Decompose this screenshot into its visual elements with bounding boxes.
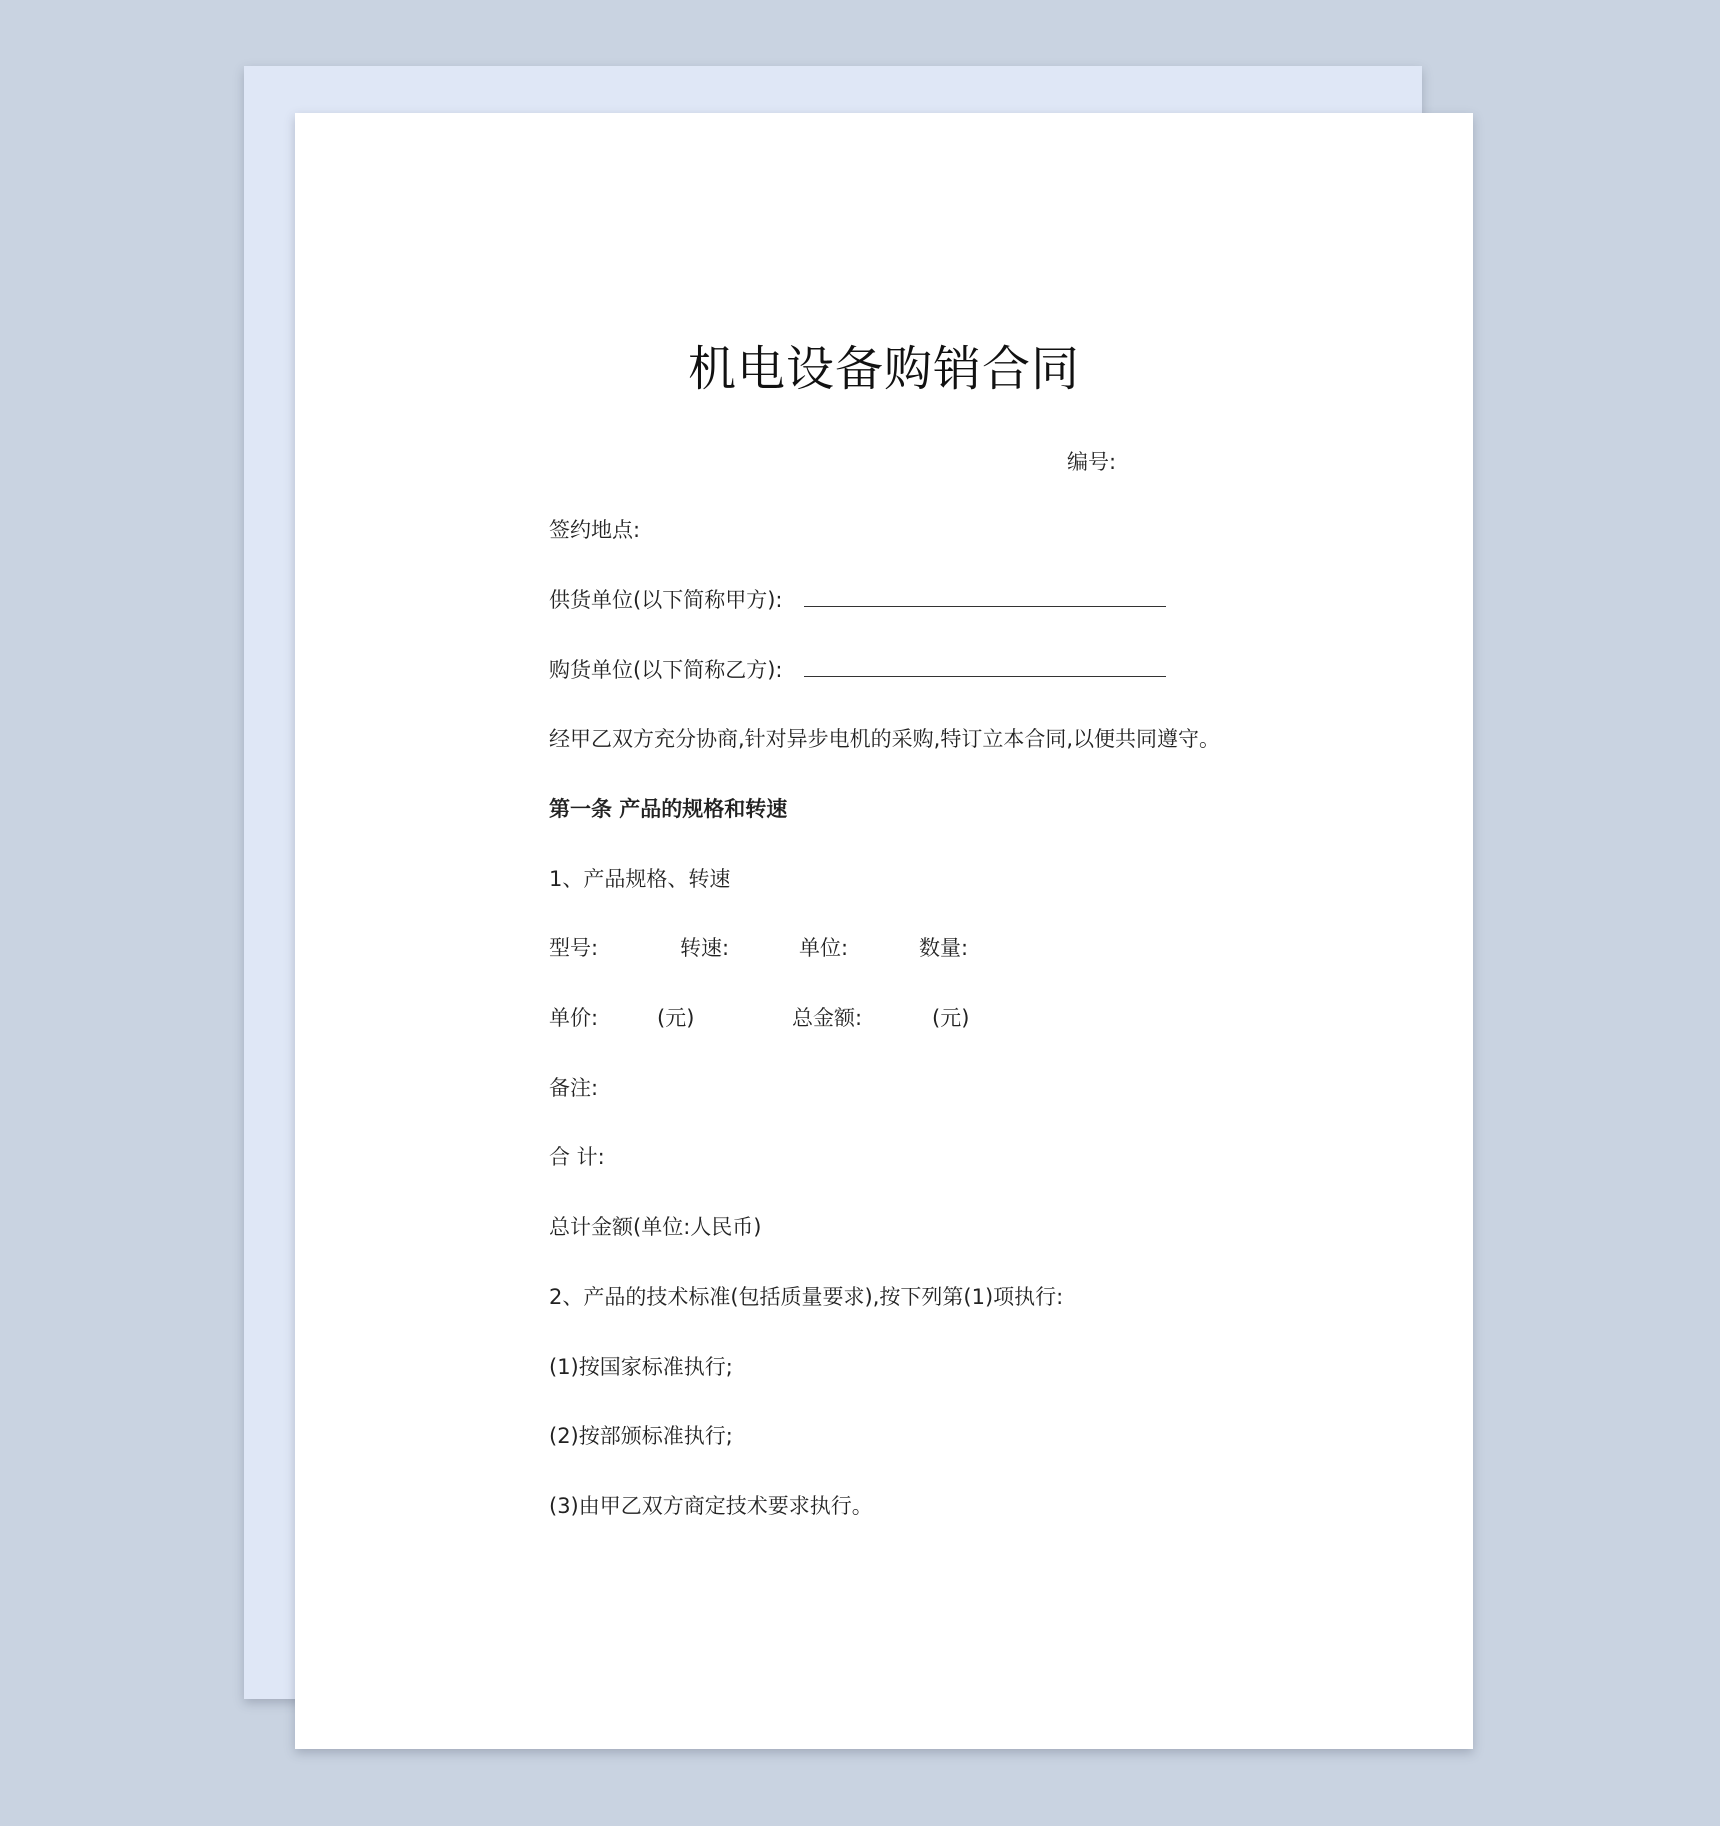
total-amount-label: 总金额: xyxy=(792,1006,863,1030)
remarks-label: 备注: xyxy=(549,1076,599,1100)
price-row xyxy=(549,1004,1149,1032)
buyer-line xyxy=(549,656,1166,684)
item1-text: 1、产品规格、转速 xyxy=(549,867,731,891)
total-amount-currency: (元) xyxy=(932,1006,970,1030)
standard-option-1: (1)按国家标准执行; xyxy=(549,1355,733,1379)
item2-text: 2、产品的技术标准(包括质量要求),按下列第(1)项执行: xyxy=(549,1285,1064,1309)
preamble-text: 经甲乙双方充分协商,针对异步电机的采购,特订立本合同,以便共同遵守。 xyxy=(549,727,1221,751)
buyer-label: 购货单位(以下简称乙方): xyxy=(549,658,783,682)
article1-heading: 第一条 产品的规格和转速 xyxy=(549,797,788,821)
supplier-label: 供货单位(以下简称甲方): xyxy=(549,588,783,612)
speed-label: 转速: xyxy=(680,936,730,960)
sum-label: 合 计: xyxy=(549,1145,605,1169)
buyer-fill-line xyxy=(804,656,1166,677)
unit-price-currency: (元) xyxy=(657,1006,695,1030)
contract-page xyxy=(295,113,1473,1749)
supplier-fill-line xyxy=(804,586,1166,607)
standard-option-3: (3)由甲乙双方商定技术要求执行。 xyxy=(549,1494,873,1518)
spec-row xyxy=(549,934,1149,962)
grand-total-label: 总计金额(单位:人民币) xyxy=(549,1215,762,1239)
contract-number-label: 编号: xyxy=(1067,450,1117,474)
unit-price-label: 单价: xyxy=(549,1006,599,1030)
signing-place-label: 签约地点: xyxy=(549,518,641,542)
standard-option-2: (2)按部颁标准执行; xyxy=(549,1424,733,1448)
unit-label: 单位: xyxy=(799,936,849,960)
document-title: 机电设备购销合同 xyxy=(687,341,1080,397)
supplier-line xyxy=(549,586,1166,614)
quantity-label: 数量: xyxy=(919,936,969,960)
model-label: 型号: xyxy=(549,936,599,960)
